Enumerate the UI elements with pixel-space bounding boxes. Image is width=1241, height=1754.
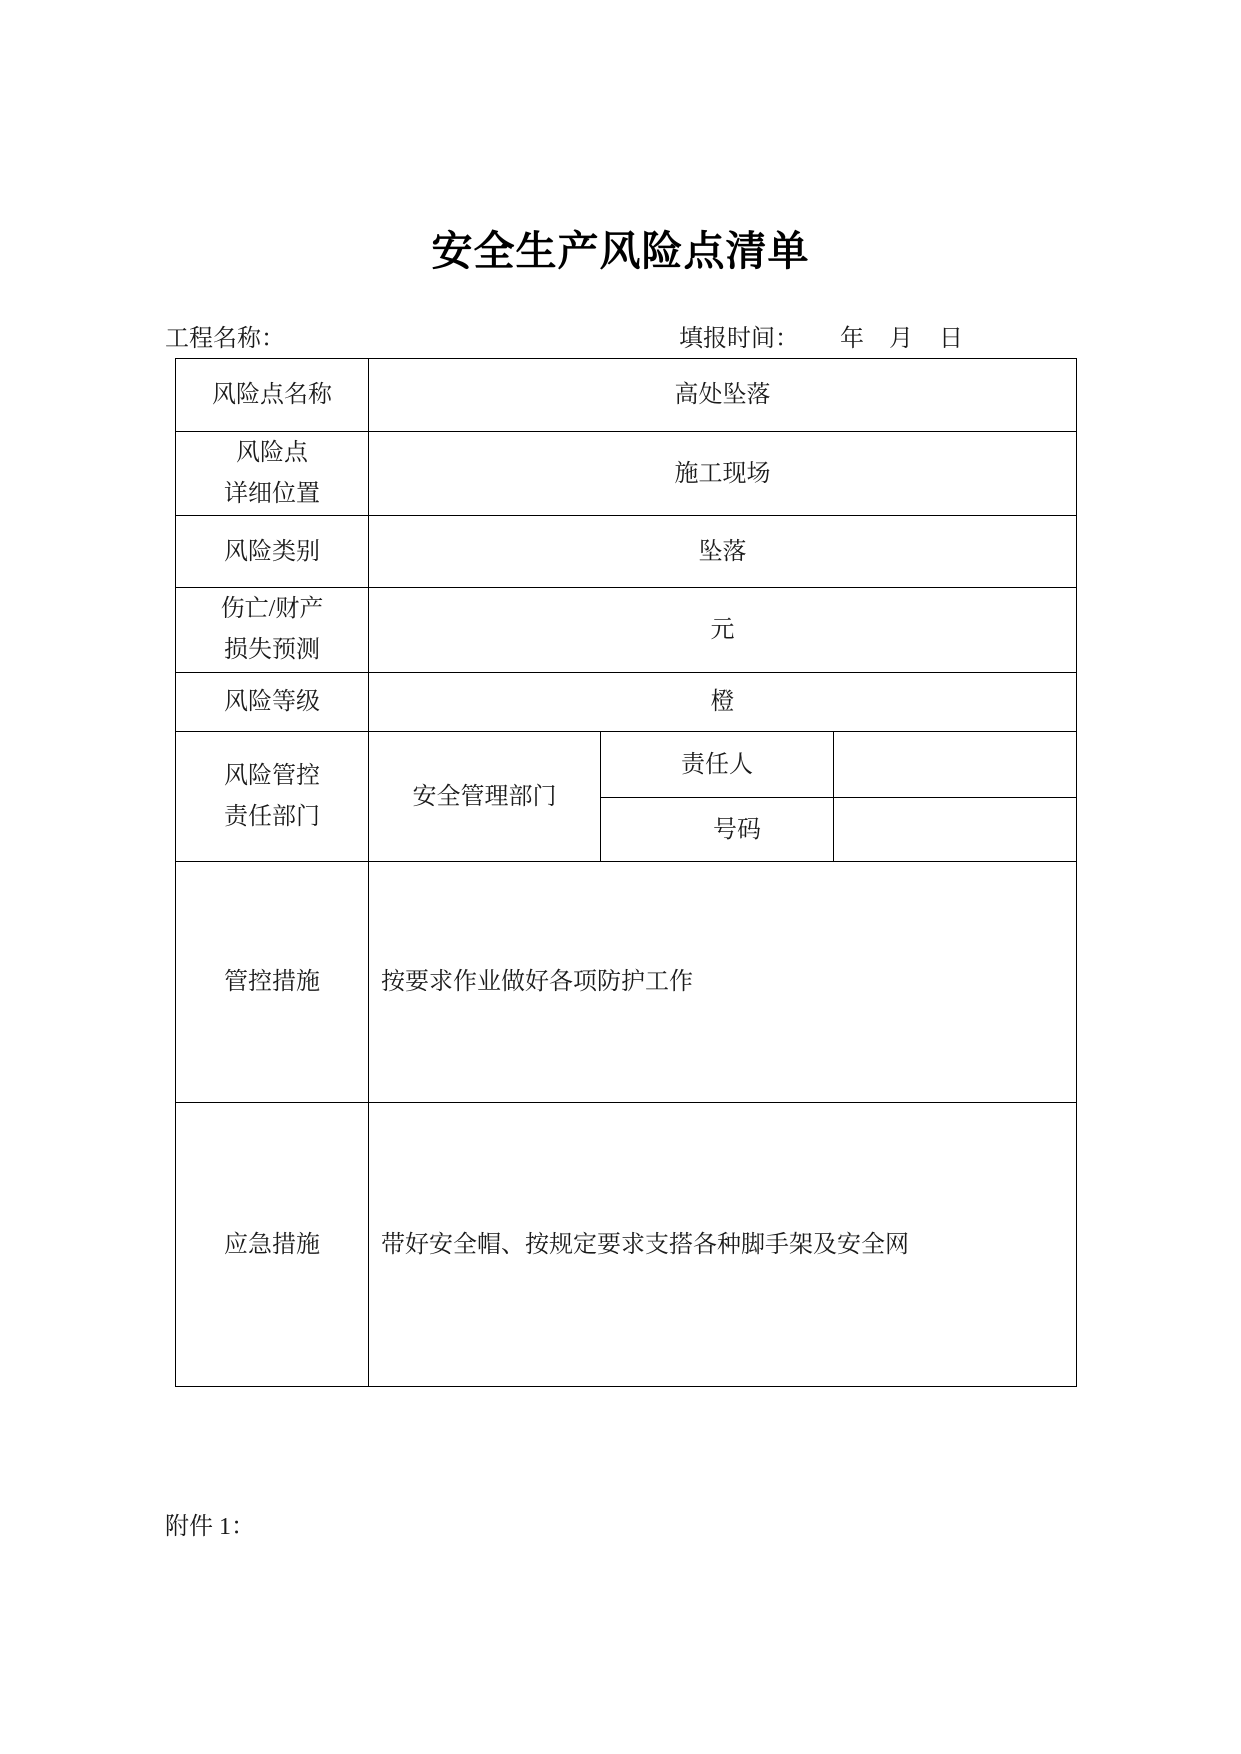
dept-label bbox=[176, 732, 369, 862]
category-label: 风险类别 bbox=[176, 516, 369, 588]
loss-value: 元 bbox=[369, 588, 1077, 673]
risk-name-value: 高处坠落 bbox=[369, 359, 1077, 432]
phone-label: 号码 bbox=[601, 798, 834, 862]
dept-value: 安全管理部门 bbox=[369, 732, 601, 862]
category-value: 坠落 bbox=[369, 516, 1077, 588]
person-label: 责任人 bbox=[601, 732, 834, 798]
table-row-emergency bbox=[176, 1103, 1077, 1387]
control-value: 按要求作业做好各项防护工作 bbox=[369, 862, 1077, 1103]
attachment-label: 附件 1： bbox=[165, 1514, 255, 1540]
dept-label-line-2: 责任部门 bbox=[224, 803, 320, 830]
table-row-risk-name bbox=[176, 359, 1077, 432]
location-value: 施工现场 bbox=[369, 432, 1077, 516]
table-row-level bbox=[176, 673, 1077, 732]
project-name-label: 工程名称： bbox=[165, 326, 285, 352]
table-row-loss bbox=[176, 588, 1077, 673]
loss-label bbox=[176, 588, 369, 673]
loss-label-line-1: 伤亡/财产 bbox=[220, 596, 324, 622]
month-label: 月 bbox=[889, 326, 913, 352]
control-label: 管控措施 bbox=[176, 862, 369, 1103]
table-row-location bbox=[176, 432, 1077, 516]
emergency-label: 应急措施 bbox=[176, 1103, 369, 1387]
phone-value bbox=[834, 798, 1077, 862]
year-label: 年 bbox=[840, 326, 864, 352]
document-title: 安全生产风险点清单 bbox=[431, 228, 810, 274]
dept-label-line-1: 风险管控 bbox=[224, 762, 320, 789]
day-label: 日 bbox=[939, 326, 963, 352]
fill-date-label: 填报时间： bbox=[679, 326, 799, 352]
emergency-value: 带好安全帽、按规定要求支搭各种脚手架及安全网 bbox=[369, 1103, 1077, 1387]
location-label-line-2: 详细位置 bbox=[224, 480, 320, 507]
level-label: 风险等级 bbox=[176, 673, 369, 732]
loss-label-line-2: 损失预测 bbox=[224, 637, 320, 663]
risk-point-table bbox=[175, 358, 1077, 1387]
table-row-category bbox=[176, 516, 1077, 588]
table-row-control bbox=[176, 862, 1077, 1103]
risk-name-label: 风险点名称 bbox=[176, 359, 369, 432]
level-value: 橙 bbox=[369, 673, 1077, 732]
location-label-line-1: 风险点 bbox=[236, 439, 308, 466]
table-row-dept bbox=[176, 732, 1077, 798]
person-value bbox=[834, 732, 1077, 798]
location-label bbox=[176, 432, 369, 516]
